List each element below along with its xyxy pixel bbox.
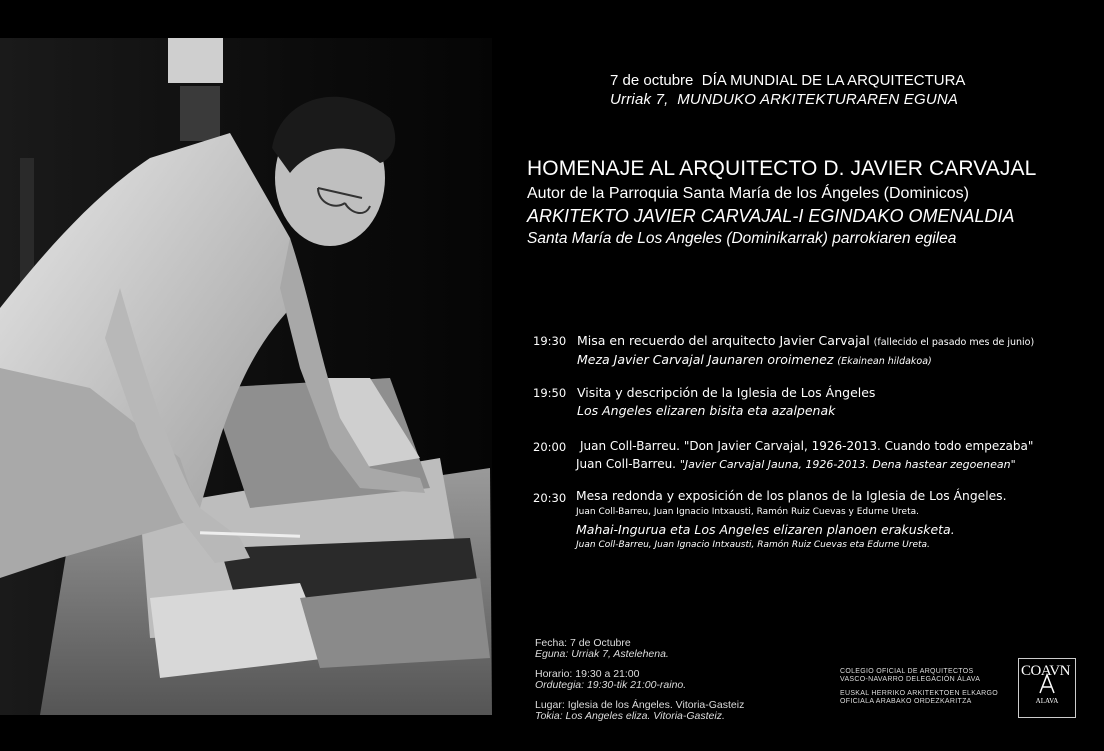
architect-photo xyxy=(0,38,492,715)
participants-eu: Juan Coll-Barreu, Juan Ignacio Intxausti, Ramón Ruiz Cuevas eta Edurne Ureta. xyxy=(576,540,930,550)
program-item-eu xyxy=(577,352,932,367)
date-eu: Urriak 7, xyxy=(610,91,669,108)
program-text: Meza Javier Carvajal Jaunaren oroimenez xyxy=(577,352,834,367)
speaker-name: Juan Coll-Barreu. xyxy=(576,457,676,471)
coavn-logo xyxy=(1018,658,1076,718)
program-note: (fallecido el pasado mes de junio) xyxy=(873,337,1035,348)
date-info: Fecha: 7 de Octubre xyxy=(535,637,631,649)
logo-subtext: ALAVA xyxy=(1035,697,1059,705)
talk-title: "Javier Carvajal Jauna, 1926-2013. Dena hastear zegoenean" xyxy=(679,458,1016,471)
program-item-es xyxy=(577,333,1034,348)
day-title-eu: MUNDUKO ARKITEKTURAREN EGUNA xyxy=(677,91,959,108)
program-item-eu xyxy=(576,457,1016,471)
program-item-es: Visita y descripción de la Iglesia de Los Ángeles xyxy=(577,385,876,400)
program-time: 19:30 xyxy=(533,334,567,348)
schedule-info-eu: Ordutegia: 19:30-tik 21:00-raino. xyxy=(535,679,687,691)
event-date-line-eu xyxy=(610,91,958,108)
program-item-eu: Mahai-Ingurua eta Los Angeles elizaren planoen erakusketa. xyxy=(576,522,955,537)
date-es: 7 de octubre xyxy=(610,72,694,89)
program-text: Misa en recuerdo del arquitecto Javier Carvajal xyxy=(577,333,870,348)
date-info-eu: Eguna: Urriak 7, Astelehena. xyxy=(535,648,669,660)
place-info: Lugar: Iglesia de los Ángeles. Vitoria-Gasteiz xyxy=(535,699,745,711)
organizer-line: COLEGIO OFICIAL DE ARQUITECTOS xyxy=(840,668,974,675)
title-eu: ARKITEKTO JAVIER CARVAJAL-I EGINDAKO OMENALDIA xyxy=(527,206,1015,226)
title-es: HOMENAJE AL ARQUITECTO D. JAVIER CARVAJAL xyxy=(527,157,1037,180)
organizer-line: OFICIALA ARABAKO ORDEZKARITZA xyxy=(840,698,972,705)
program-item-eu: Los Angeles elizaren bisita eta azalpenak xyxy=(577,403,836,418)
schedule-info: Horario: 19:30 a 21:00 xyxy=(535,668,640,680)
logo-text: COAVN xyxy=(1021,663,1070,679)
event-date-line-es xyxy=(610,72,965,89)
organizer-line: EUSKAL HERRIKO ARKITEKTOEN ELKARGO xyxy=(840,690,999,697)
participants-es: Juan Coll-Barreu, Juan Ignacio Intxausti, Ramón Ruiz Cuevas y Edurne Ureta. xyxy=(576,507,919,517)
talk-title: "Don Javier Carvajal, 1926-2013. Cuando todo empezaba" xyxy=(683,439,1034,453)
subtitle-eu: Santa María de Los Angeles (Dominikarrak) parrokiaren egilea xyxy=(527,230,957,247)
logo-a-mark xyxy=(1019,659,1075,717)
speaker-name: Juan Coll-Barreu. xyxy=(580,439,680,453)
subtitle-es: Autor de la Parroquia Santa María de los Ángeles (Dominicos) xyxy=(527,185,969,202)
place-info-eu: Tokia: Los Angeles eliza. Vitoria-Gasteiz. xyxy=(535,710,725,722)
program-time: 20:30 xyxy=(533,491,567,505)
organizer-line: VASCO-NAVARRO DELEGACIÓN ÁLAVA xyxy=(840,676,981,683)
program-item-es: Mesa redonda y exposición de los planos de la Iglesia de Los Ángeles. xyxy=(576,489,1007,503)
day-title-es: DÍA MUNDIAL DE LA ARQUITECTURA xyxy=(701,72,966,89)
program-note: (Ekainean hildakoa) xyxy=(837,356,932,367)
program-time: 19:50 xyxy=(533,386,567,400)
program-time: 20:00 xyxy=(533,440,567,454)
program-item-es xyxy=(580,439,1033,453)
